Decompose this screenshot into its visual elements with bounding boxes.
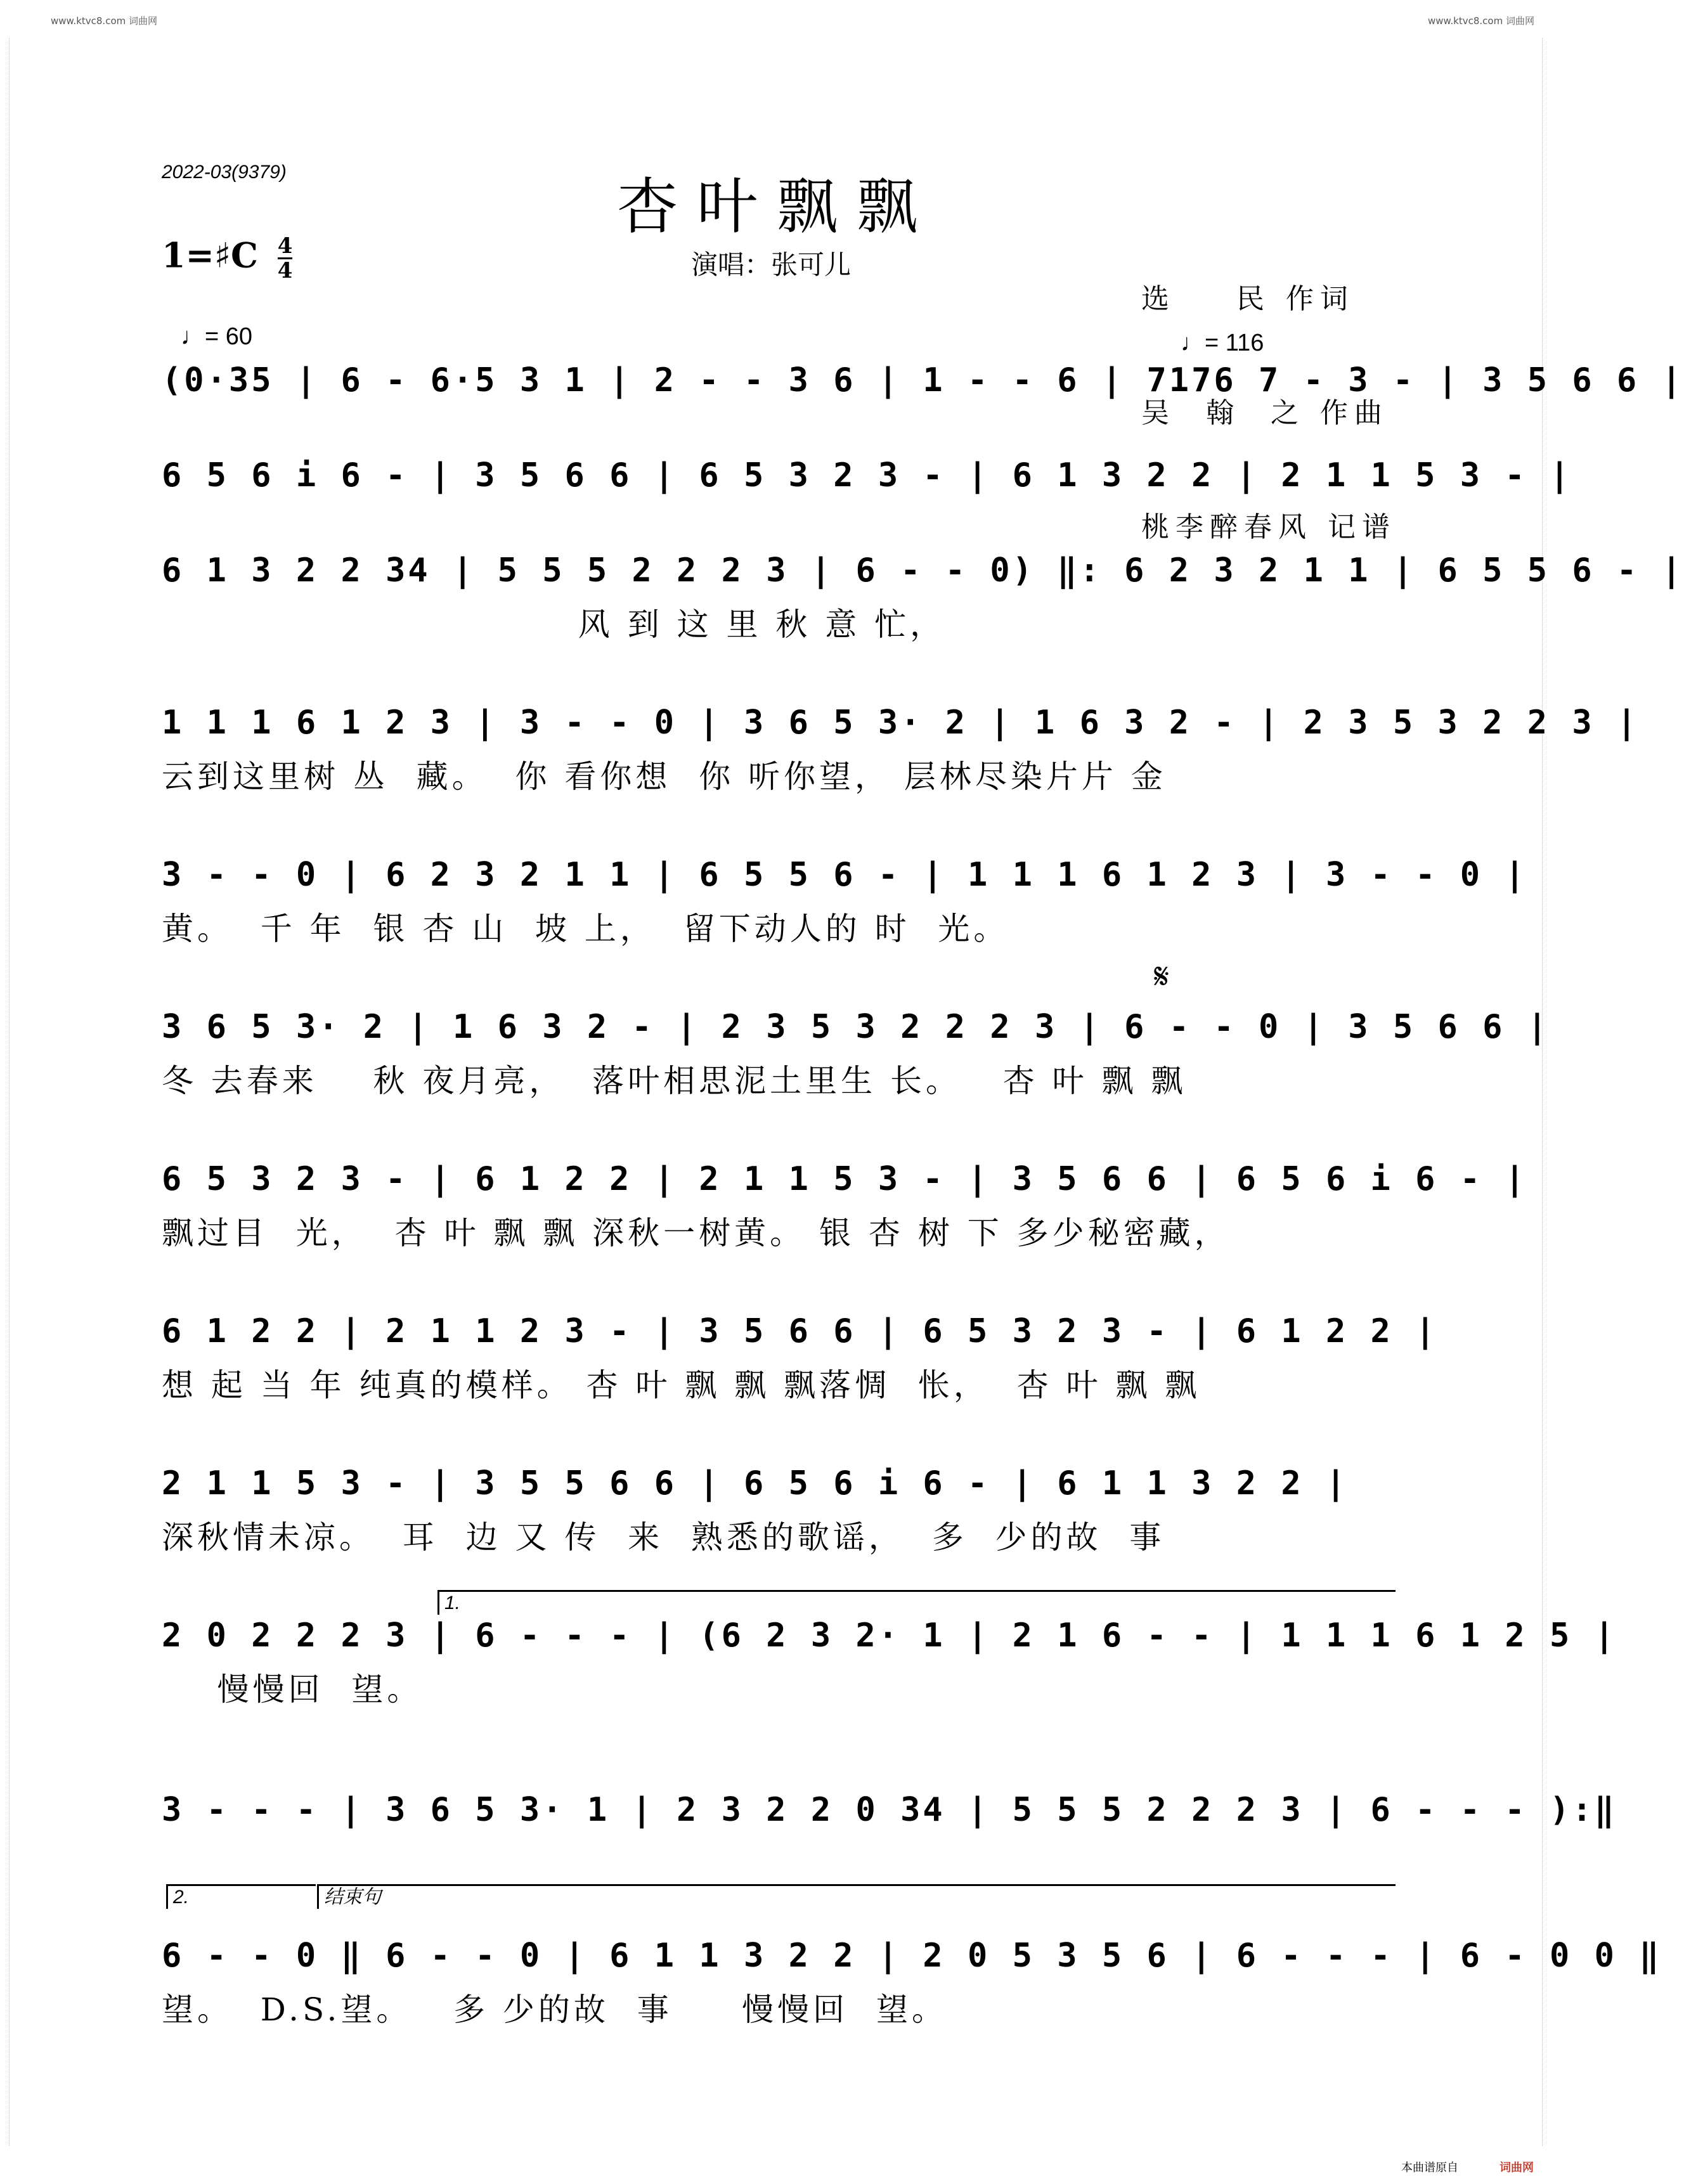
notation-line: 3 6 5 3· 2 | 1 6 3 2 - | 2 3 5 3 2 2 2 3 | 6 - - 0 | 3 5 6 6 | bbox=[162, 1008, 1550, 1046]
lyric-line: 云到这里树 丛 藏。 你 看你想 你 听你望， 层林尽染片片 金 bbox=[162, 758, 1167, 795]
key-note: ♯C bbox=[214, 235, 258, 276]
second-ending-label: 2. bbox=[173, 1887, 190, 1908]
singer: 演唱：张可儿 bbox=[691, 249, 852, 280]
score-code: 2022-03(9379) bbox=[162, 162, 287, 183]
time-bottom: 4 bbox=[277, 258, 293, 283]
lyric-line: 飘过目 光， 杏 叶 飘 飘 深秋一树黄。 银 杏 树 下 多少秘密藏， bbox=[162, 1215, 1230, 1251]
first-ending-label: 1. bbox=[444, 1593, 461, 1613]
staff-row bbox=[162, 545, 1684, 653]
notation-line: 6 1 3 2 2 34 | 5 5 5 2 2 2 3 | 6 - - 0) ‖: 6 2 3 2 1 1 | 6 5 5 6 - | bbox=[162, 552, 1684, 590]
notation-line: (0·35 | 6 - 6·5 3 1 | 2 - - 3 6 | 1 - - 6 | 7176 7 - 3 - | 3 5 6 6 | bbox=[162, 361, 1684, 399]
staff-row bbox=[162, 1458, 1398, 1566]
staff-row bbox=[162, 697, 1640, 805]
credit-transcriber: 桃李醉春风 记谱 bbox=[1141, 511, 1396, 543]
lyric-line: 冬 去春来 秋 夜月亮， 落叶相思泥土里生 长。 杏 叶 飘 飘 bbox=[162, 1063, 1187, 1099]
key-signature bbox=[162, 235, 292, 282]
staff-row bbox=[162, 1002, 1550, 1109]
coda-bracket bbox=[317, 1884, 1396, 1909]
lyric-line: 望。 D.S.望。 多 少的故 事 慢慢回 望。 bbox=[162, 1991, 947, 2028]
notation-line: 6 - - 0 ‖ 6 - - 0 | 6 1 1 3 2 2 | 2 0 5 3 5 6 | 6 - - - | 6 - 0 0 ‖ bbox=[162, 1937, 1662, 1975]
lyric-line: 想 起 当 年 纯真的模样。 杏 叶 飘 飘 飘落惆 怅， 杏 叶 飘 飘 bbox=[162, 1367, 1201, 1404]
notation-line: 6 1 2 2 | 2 1 1 2 3 - | 3 5 6 6 | 6 5 3 2 3 - | 6 1 2 2 | bbox=[162, 1312, 1438, 1350]
segno-icon: 𝄋 bbox=[1154, 956, 1170, 997]
notation-line: 1 1 1 6 1 2 3 | 3 - - 0 | 3 6 5 3· 2 | 1 6 3 2 - | 2 3 5 3 2 2 3 | bbox=[162, 704, 1640, 742]
second-ending-bracket bbox=[166, 1884, 316, 1909]
coda-label: 结束句 bbox=[324, 1887, 381, 1908]
notation-line: 6 5 6 i 6 - | 3 5 6 6 | 6 5 3 2 3 - | 6 1 3 2 2 | 2 1 1 5 3 - | bbox=[162, 456, 1572, 494]
staff-row bbox=[162, 1154, 1527, 1262]
footer-site: 词曲网 bbox=[1499, 2161, 1534, 2174]
time-top: 4 bbox=[277, 233, 293, 259]
staff-row bbox=[162, 1930, 1662, 2038]
right-margin-rule bbox=[1542, 38, 1545, 2146]
staff-row bbox=[162, 850, 1527, 957]
staff-row bbox=[162, 450, 1572, 558]
site-watermark-left: www.ktvc8.com 词曲网 bbox=[51, 15, 158, 27]
notation-line: 3 - - - | 3 6 5 3· 1 | 2 3 2 2 0 34 | 5 5 5 2 2 2 3 | 6 - - - ):‖ bbox=[162, 1791, 1617, 1829]
notation-line: 2 0 2 2 2 3 | 6 - - - | (6 2 3 2· 1 | 2 1 6 - - | 1 1 1 6 1 2 5 | bbox=[162, 1617, 1617, 1655]
staff-row bbox=[162, 355, 1684, 463]
tempo-marking-intro: ♩= 60 bbox=[181, 323, 253, 350]
staff-row bbox=[162, 1306, 1438, 1414]
footer-source: 本曲谱原自 bbox=[1401, 2161, 1458, 2174]
staff-row bbox=[162, 1610, 1617, 1718]
key-prefix: 1= bbox=[162, 235, 214, 276]
page-title: 杏叶飘飘 bbox=[617, 171, 936, 242]
tempo-marking-main: ♩= 116 bbox=[1181, 330, 1264, 356]
lyric-line: 慢慢回 望。 bbox=[162, 1671, 423, 1708]
credit-lyricist: 选 民 作词 bbox=[1141, 283, 1354, 315]
staff-row bbox=[162, 1785, 1617, 1892]
notation-line: 2 1 1 5 3 - | 3 5 5 6 6 | 6 5 6 i 6 - | 6 1 1 3 2 2 | bbox=[162, 1464, 1349, 1502]
lyric-line: 黄。 千 年 银 杏 山 坡 上， 留下动人的 时 光。 bbox=[162, 910, 1009, 947]
lyric-line: 深秋情未凉。 耳 边 又 传 来 熟悉的歌谣， 多 少的故 事 bbox=[162, 1519, 1165, 1556]
first-ending-bracket bbox=[437, 1590, 1396, 1615]
time-signature bbox=[278, 235, 293, 282]
notation-line: 6 5 3 2 3 - | 6 1 2 2 | 2 1 1 5 3 - | 3 5 6 6 | 6 5 6 i 6 - | bbox=[162, 1160, 1527, 1198]
notation-line: 3 - - 0 | 6 2 3 2 1 1 | 6 5 5 6 - | 1 1 1 6 1 2 3 | 3 - - 0 | bbox=[162, 856, 1527, 894]
left-margin-rule bbox=[9, 38, 12, 2146]
credit-composer: 吴 翰 之 作曲 bbox=[1141, 397, 1389, 429]
lyric-line: 风 到 这 里 秋 意 忙， bbox=[162, 606, 946, 643]
site-watermark-right: www.ktvc8.com 词曲网 bbox=[1427, 15, 1534, 27]
